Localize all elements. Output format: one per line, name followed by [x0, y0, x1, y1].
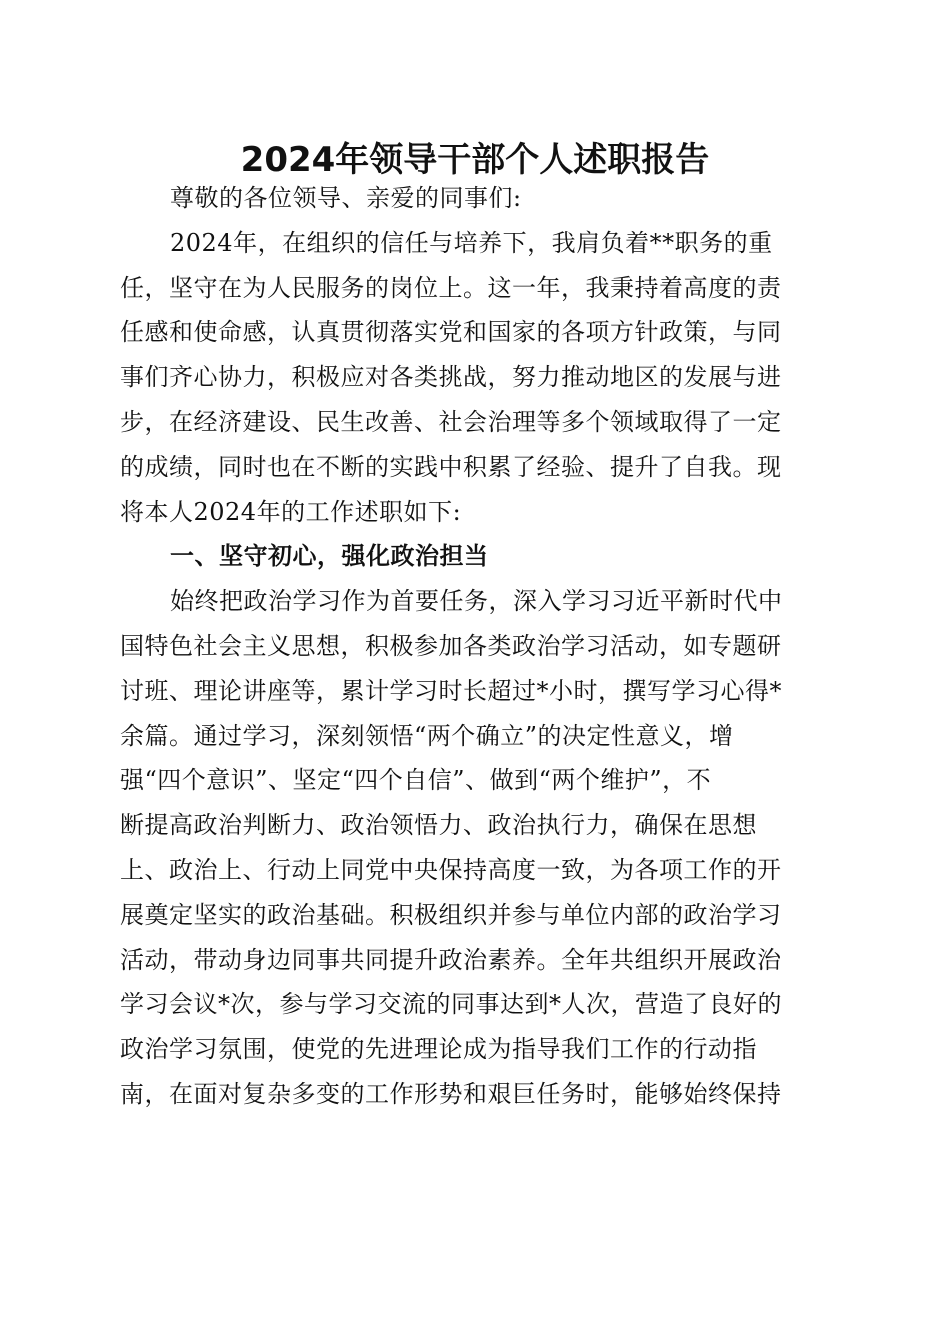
paragraph-line: 断提高政治判断力、政治领悟力、政治执行力，确保在思想: [120, 811, 757, 840]
paragraph-line: 余篇。通过学习，深刻领悟“两个确立”的决定性意义，增: [120, 721, 734, 750]
paragraph-line: 的成绩，同时也在不断的实践中积累了经验、提升了自我。现: [120, 452, 782, 481]
paragraph-line: 讨班、理论讲座等，累计学习时长超过*小时，撰写学习心得*: [120, 676, 782, 705]
paragraph-line: 展奠定坚实的政治基础。积极组织并参与单位内部的政治学习: [120, 900, 782, 929]
paragraph-line: 始终把政治学习作为首要任务，深入学习习近平新时代中: [170, 587, 783, 616]
paragraph-line: 学习会议*次，参与学习交流的同事达到*人次，营造了良好的: [120, 990, 782, 1019]
paragraph-line: 活动，带动身边同事共同提升政治素养。全年共组织开展政治: [120, 945, 782, 974]
paragraph-line: 事们齐心协力，积极应对各类挑战，努力推动地区的发展与进: [120, 363, 782, 392]
paragraph-line: 南，在面对复杂多变的工作形势和艰巨任务时，能够始终保持: [120, 1079, 782, 1108]
paragraph-line: 任感和使命感，认真贯彻落实党和国家的各项方针政策，与同: [120, 318, 782, 347]
paragraph-line: 2024年，在组织的信任与培养下，我肩负着**职务的重: [170, 228, 773, 257]
paragraph-line: 国特色社会主义思想，积极参加各类政治学习活动，如专题研: [120, 631, 782, 660]
document-body: [120, 176, 810, 1117]
salutation: 尊敬的各位领导、亲爱的同事们:: [170, 184, 522, 212]
document-title: 2024年领导干部个人述职报告: [240, 140, 710, 180]
paragraph-line: 任，坚守在为人民服务的岗位上。这一年，我秉持着高度的责: [120, 273, 782, 302]
paragraph-line: 步，在经济建设、民生改善、社会治理等多个领域取得了一定: [120, 407, 782, 436]
paragraph-line: 强“四个意识”、坚定“四个自信”、做到“两个维护”，不: [120, 766, 712, 795]
section-heading: 一、坚守初心，强化政治担当: [170, 542, 489, 571]
paragraph-line: 将本人2024年的工作述职如下:: [120, 497, 462, 526]
paragraph-line: 政治学习氛围，使党的先进理论成为指导我们工作的行动指: [120, 1035, 757, 1064]
paragraph-line: 上、政治上、行动上同党中央保持高度一致，为各项工作的开: [120, 855, 782, 884]
